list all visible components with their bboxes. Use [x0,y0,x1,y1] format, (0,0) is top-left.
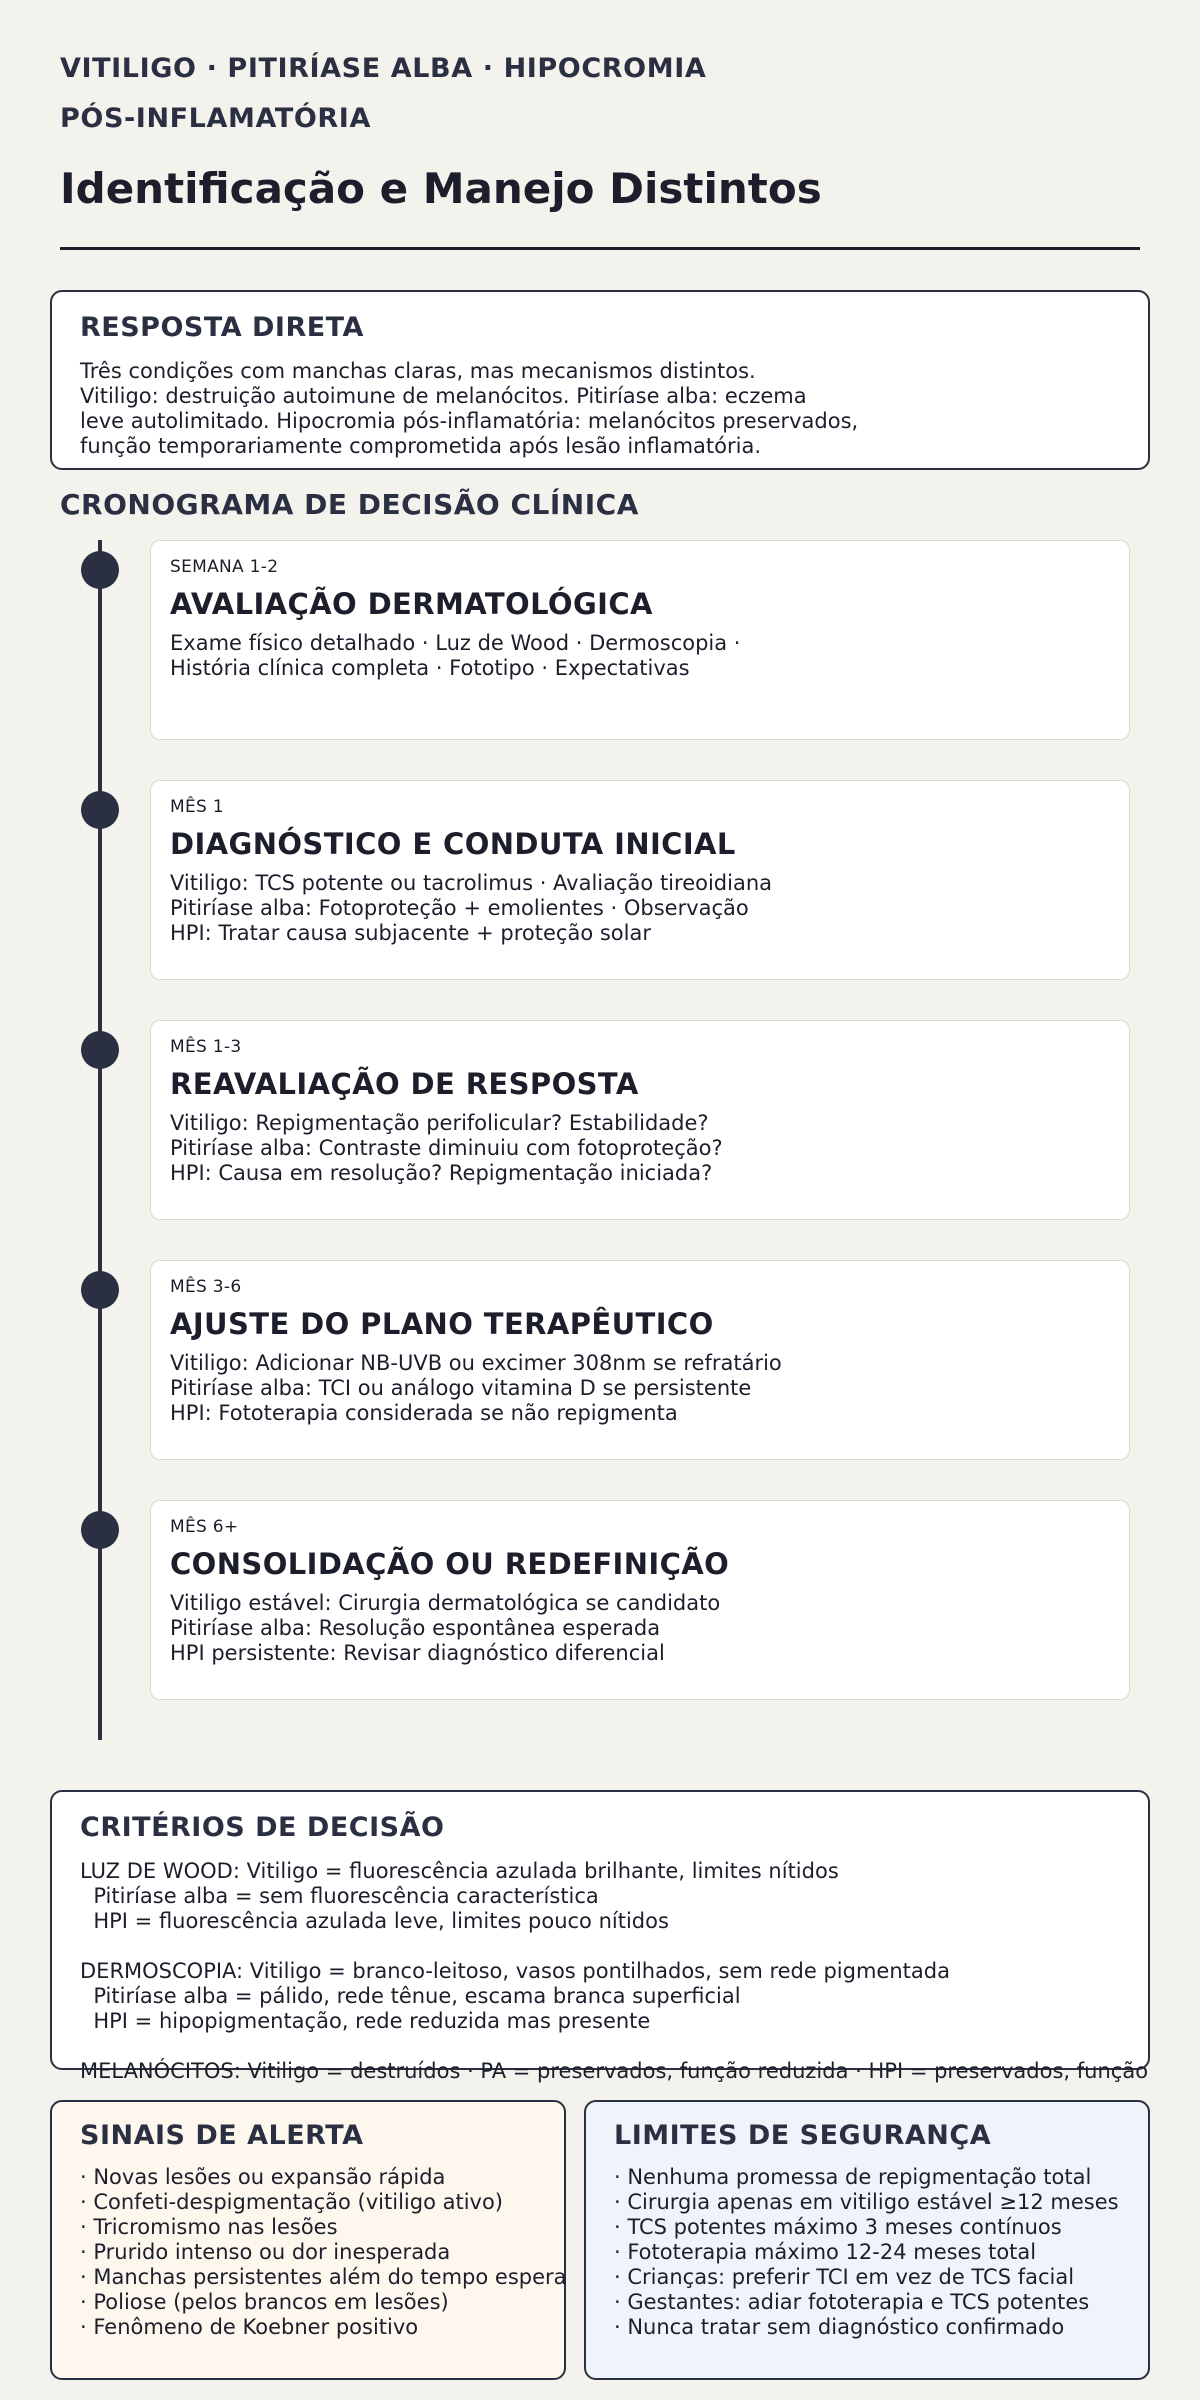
list-item: · Tricromismo nas lesões [80,2215,338,2239]
list-item: · Nenhuma promessa de repigmentação total [614,2165,1092,2189]
timeline-step-month-1-3 [150,1020,1130,1220]
safety-limits-list [614,2165,1120,2340]
timeline-step-month-6-plus [150,1500,1130,1700]
list-item: · Gestantes: adiar fototerapia e TCS potentes [614,2290,1090,2314]
step-when: MÊS 3-6 [170,1277,242,1297]
page-kicker-line-1: VITILIGO · PITIRÍASE ALBA · HIPOCROMIA [60,53,707,84]
direct-answer-title: RESPOSTA DIRETA [80,312,364,343]
step-title: CONSOLIDAÇÃO OU REDEFINIÇÃO [170,1547,730,1581]
warning-signs-title: SINAIS DE ALERTA [80,2120,364,2151]
page-header [60,44,1140,213]
list-item: · Cirurgia apenas em vitiligo estável ≥12 meses [614,2190,1119,2214]
decision-criteria-box [50,1790,1150,2083]
list-item: · Poliose (pelos brancos em lesões) [80,2290,449,2314]
step-when: SEMANA 1-2 [170,557,279,577]
step-when: MÊS 1 [170,797,224,817]
timeline-dot [81,1031,119,1069]
timeline-dot [81,1271,119,1309]
header-divider [60,247,1140,250]
list-item: · Prurido intenso ou dor inesperada [80,2240,451,2264]
warning-signs-list [80,2165,567,2340]
list-item: · Nunca tratar sem diagnóstico confirmado [614,2315,1065,2339]
page-title: Identificação e Manejo Distintos [60,164,822,213]
timeline-dot [81,791,119,829]
timeline-line [98,540,102,1740]
timeline-title: CRONOGRAMA DE DECISÃO CLÍNICA [60,488,639,521]
list-item: · Novas lesões ou expansão rápida [80,2165,446,2189]
step-title: AJUSTE DO PLANO TERAPÊUTICO [170,1307,714,1341]
step-title: REAVALIAÇÃO DE RESPOSTA [170,1067,639,1101]
timeline-step-week-1-2 [150,540,1130,740]
list-item: · Fenômeno de Koebner positivo [80,2315,419,2339]
step-text: Vitiligo: Adicionar NB-UVB ou excimer 308nm se refratário Pitiríase alba: TCI ou análogo vitamina D se persistente HPI: Fototerapia considerada se não repigmenta [170,1351,782,1425]
list-item: · Crianças: preferir TCI em vez de TCS facial [614,2265,1075,2289]
decision-criteria-text: LUZ DE WOOD: Vitiligo = fluorescência azulada brilhante, limites nítidos Pitiríase alba = sem fluorescência característica HPI = fluorescência azulada leve, limites pouco nítidos DERMOSCOPIA: Vitiligo = branco-leitoso, vasos pontilhados, sem rede pigmentada Pitiríase alba = pálido, rede tênue, escama branca superficial HPI = hipopigmentação, rede reduzida mas presente MELANÓCITOS: Vitiligo = destruídos · PA = preservados, função reduzida · HPI = preservados, função [80,1859,1149,2083]
direct-answer-text: Três condições com manchas claras, mas mecanismos distintos. Vitiligo: destruição autoimune de melanócitos. Pitiríase alba: eczema leve autolimitado. Hipocromia pós-inflamatória: melanócitos preservados, função temporariamente comprometida após lesão inflamatória. [80,359,859,458]
list-item: · Manchas persistentes além do tempo espera [80,2265,567,2289]
step-title: AVALIAÇÃO DERMATOLÓGICA [170,587,653,621]
warning-signs-box [50,2100,566,2380]
timeline-dot [81,1511,119,1549]
list-item: · TCS potentes máximo 3 meses contínuos [614,2215,1062,2239]
step-text: Vitiligo: TCS potente ou tacrolimus · Avaliação tireoidiana Pitiríase alba: Fotoproteção + emolientes · Observação HPI: Tratar causa subjacente + proteção solar [170,871,773,945]
direct-answer-box [50,290,1150,470]
page-kicker [60,44,1140,144]
step-text: Vitiligo: Repigmentação perifolicular? Estabilidade? Pitiríase alba: Contraste diminuiu com fotoproteção? HPI: Causa em resolução? Repigmentação iniciada? [170,1111,723,1185]
decision-criteria-title: CRITÉRIOS DE DECISÃO [80,1812,445,1843]
timeline-step-month-1 [150,780,1130,980]
safety-limits-title: LIMITES DE SEGURANÇA [614,2120,992,2151]
step-when: MÊS 1-3 [170,1037,242,1057]
step-text: Exame físico detalhado · Luz de Wood · Dermoscopia · História clínica completa · Fototipo · Expectativas [170,631,741,680]
step-when: MÊS 6+ [170,1517,239,1537]
timeline-dot [81,551,119,589]
list-item: · Fototerapia máximo 12-24 meses total [614,2240,1037,2264]
step-title: DIAGNÓSTICO E CONDUTA INICIAL [170,827,736,861]
step-text: Vitiligo estável: Cirurgia dermatológica se candidato Pitiríase alba: Resolução espontânea esperada HPI persistente: Revisar diagnóstico diferencial [170,1591,721,1665]
list-item: · Confeti-despigmentação (vitiligo ativo) [80,2190,503,2214]
timeline-step-month-3-6 [150,1260,1130,1460]
safety-limits-box [584,2100,1150,2380]
page-kicker-line-2: PÓS-INFLAMATÓRIA [60,103,371,134]
